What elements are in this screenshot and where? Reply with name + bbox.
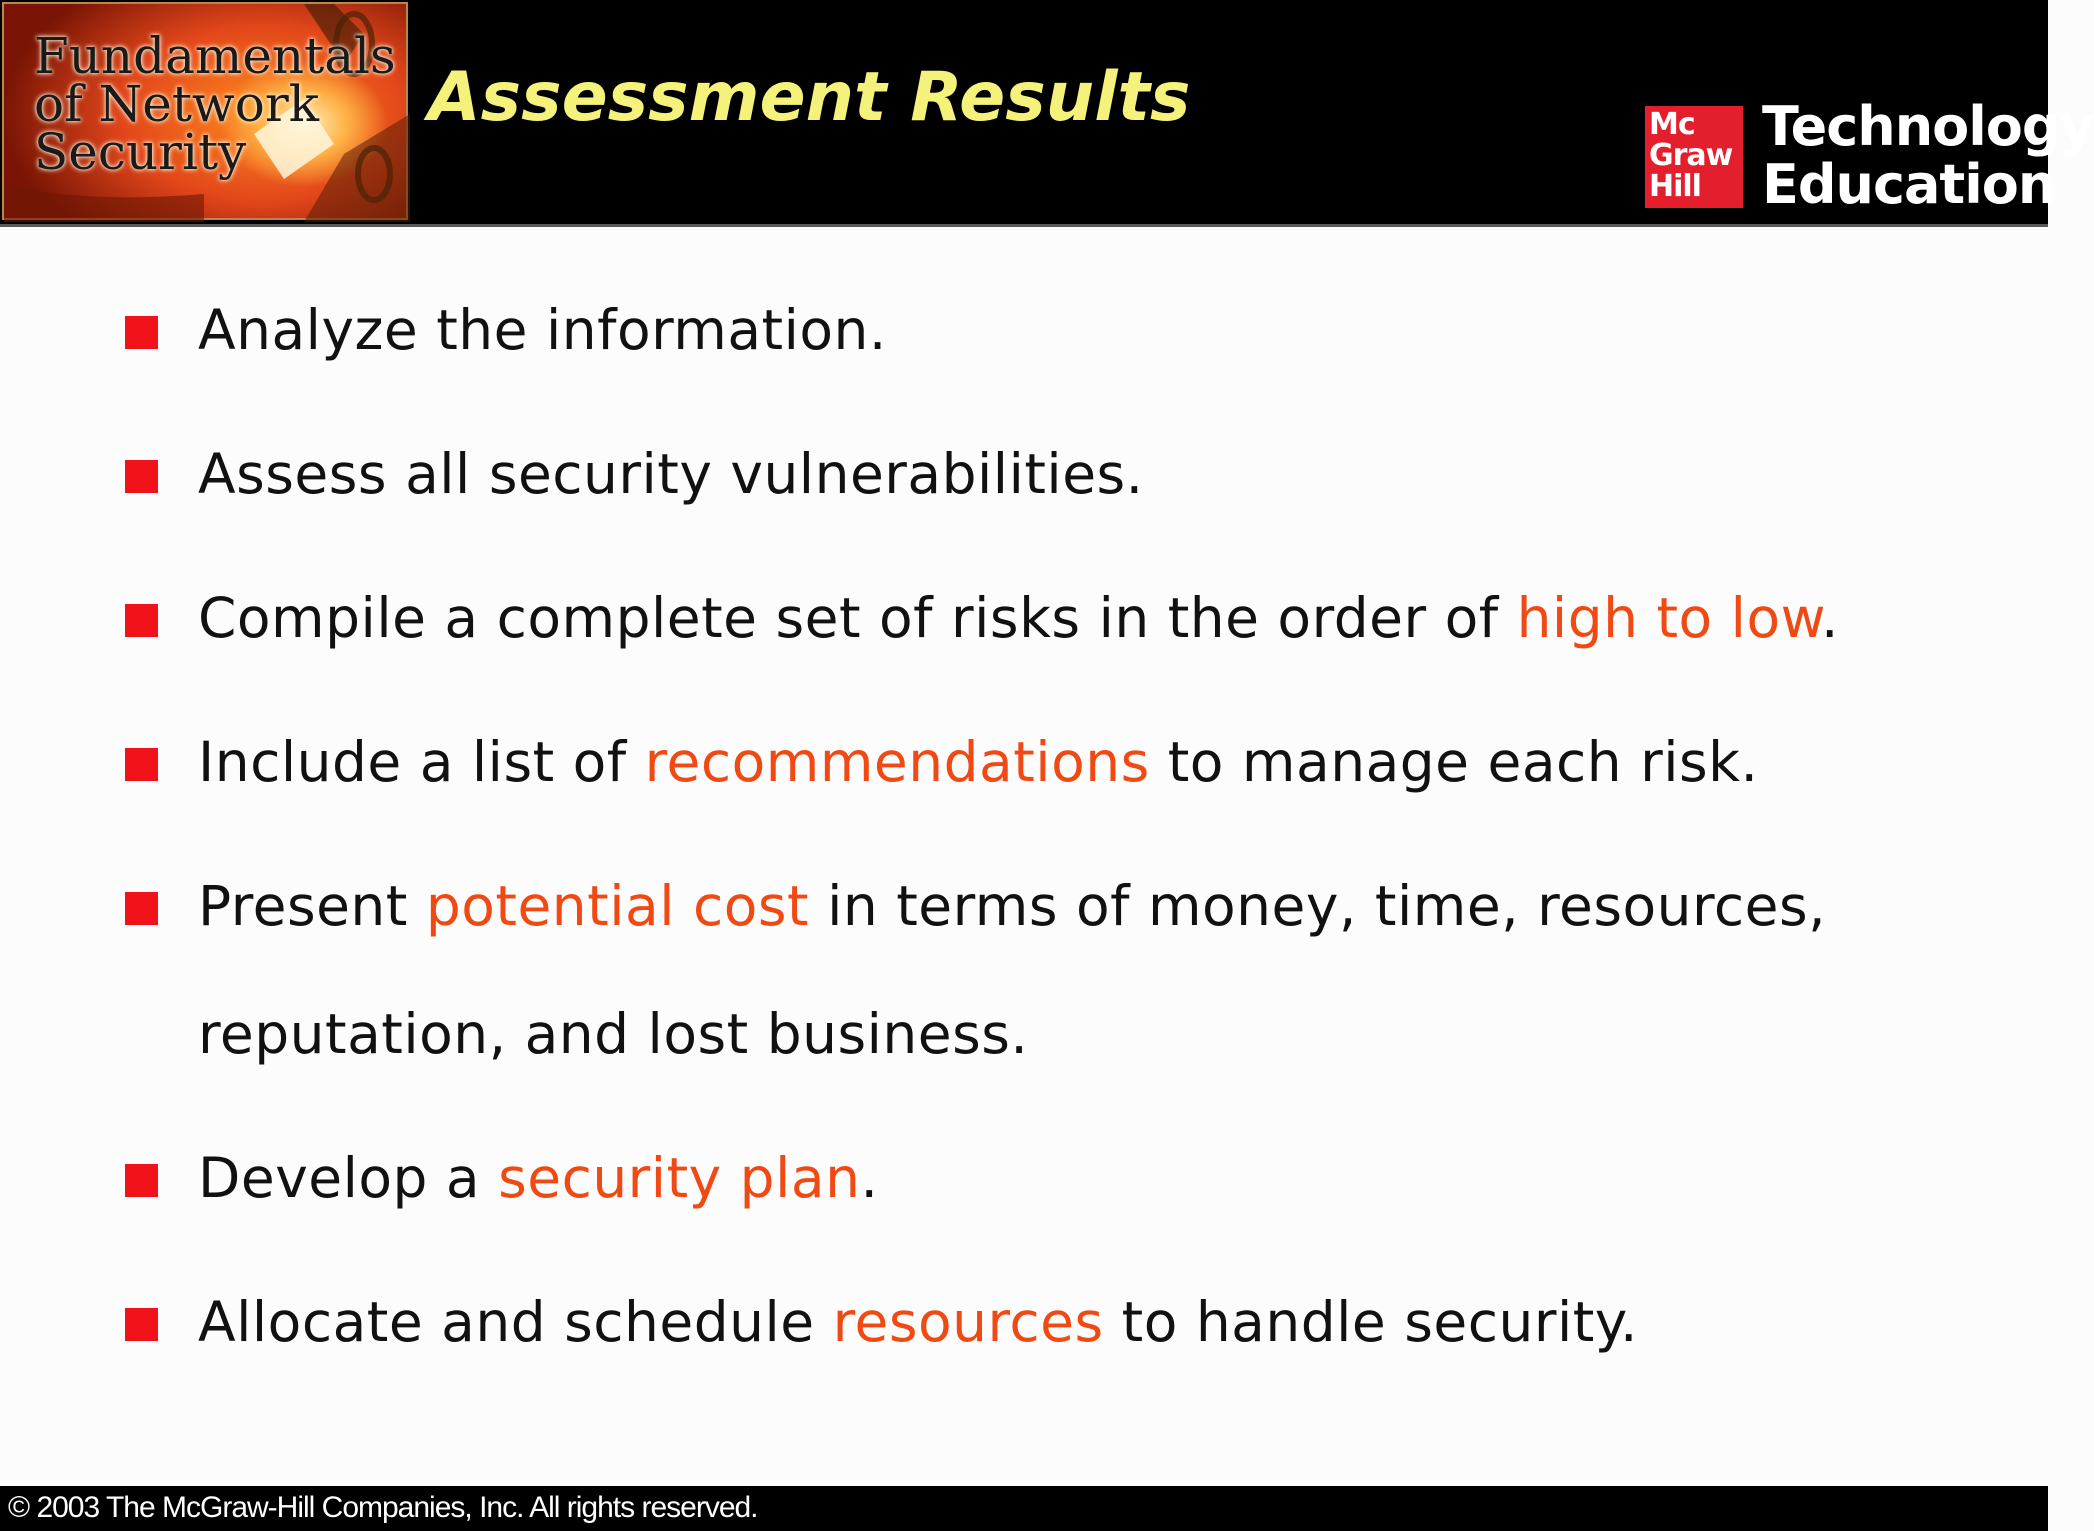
slide-title: Assessment Results <box>428 58 1191 137</box>
bullet-text-continuation: reputation, and lost business. <box>198 1002 1029 1066</box>
bullet-text <box>198 1290 1638 1354</box>
bullet-marker <box>125 748 158 781</box>
bullet-marker <box>125 604 158 637</box>
book-cover-logo <box>2 2 408 220</box>
book-title-line: of Network <box>34 75 320 133</box>
bullet-marker <box>125 892 158 925</box>
logo-mark-line: Hill <box>1649 169 1701 204</box>
book-title-line: Fundamentals <box>34 27 396 85</box>
bullet-text-plain: to handle security. <box>1103 1290 1638 1354</box>
bullet-marker <box>125 1308 158 1341</box>
bullet-marker <box>125 316 158 349</box>
bullet-text <box>198 1146 878 1210</box>
logo-mark-line: Mc <box>1649 107 1695 142</box>
mcgraw-hill-logo-mark <box>1645 106 1743 208</box>
bullet-text: Analyze the information. <box>198 298 887 362</box>
bullet-text-plain: Include a list of <box>198 730 645 794</box>
bullet-text <box>198 874 1826 938</box>
bullet-text-plain: . <box>1821 586 1840 650</box>
logo-mark-line: Graw <box>1649 138 1733 173</box>
publisher-division-name <box>1762 95 2094 216</box>
bullet-text <box>198 586 1839 650</box>
publisher-text-line: Education <box>1762 153 2056 216</box>
bullet-text-plain: Compile a complete set of risks in the order of <box>198 586 1517 650</box>
header-divider <box>0 224 2048 227</box>
bullet-highlight: high to low <box>1516 586 1822 650</box>
bullet-highlight: potential cost <box>425 874 810 938</box>
copyright-notice: © 2003 The McGraw-Hill Companies, Inc. All rights reserved. <box>8 1491 758 1524</box>
bullet-text-plain: Develop a <box>198 1146 499 1210</box>
bullet-marker <box>125 1164 158 1197</box>
bullet-text <box>198 730 1759 794</box>
bullet-text: Assess all security vulnerabilities. <box>198 442 1144 506</box>
bullet-marker <box>125 460 158 493</box>
bullet-text-plain: Allocate and schedule <box>198 1290 833 1354</box>
bullet-text-plain: in terms of money, time, resources, <box>809 874 1827 938</box>
footer-band <box>0 1486 2048 1531</box>
bullet-text-plain: to manage each risk. <box>1149 730 1759 794</box>
publisher-text-line: Technology <box>1762 95 2094 158</box>
book-title <box>34 27 396 181</box>
bullet-highlight: resources <box>832 1290 1104 1354</box>
book-title-line: Security <box>34 123 247 181</box>
bullet-text-plain: Present <box>198 874 426 938</box>
bullet-highlight: security plan <box>498 1146 861 1210</box>
bullet-highlight: recommendations <box>644 730 1150 794</box>
bullet-text-plain: . <box>860 1146 879 1210</box>
